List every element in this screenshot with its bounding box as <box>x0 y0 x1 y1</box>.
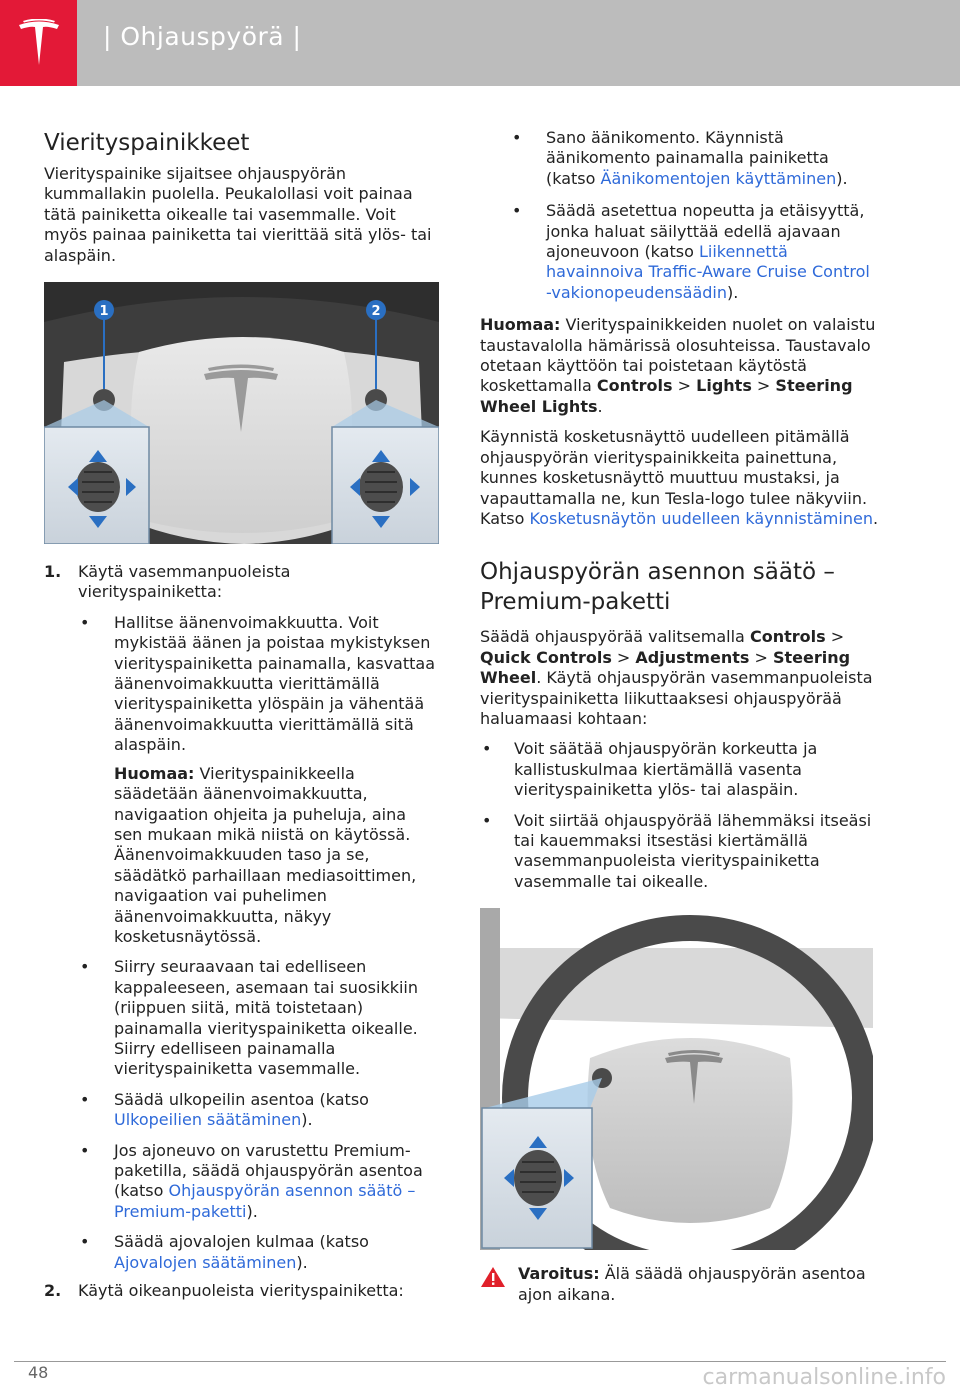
menu-path-quick-controls: Quick Controls <box>480 647 612 667</box>
list-item-text: Säädä ulkopeilin asentoa (katso <box>114 1089 369 1109</box>
volume-control-text: Hallitse äänenvoimakkuutta. Voit mykistää äänen ja poistaa mykistyksen vierityspainiketta painamalla, kasvattaa äänenvoimakkuutta vierittämällä vierityspainiketta ylöspäin ja vähentää äänenvoimakkuutta vierittämällä sitä alaspäin. <box>114 612 435 755</box>
list-item-text: ). <box>727 282 739 302</box>
menu-separator: > <box>751 376 776 396</box>
menu-separator: > <box>749 647 773 667</box>
list-item-text: ). <box>296 1252 308 1272</box>
warning-label: Varoitus: <box>518 1264 600 1284</box>
list-item <box>478 201 880 303</box>
list-item-text: ). <box>836 168 848 188</box>
menu-separator: > <box>611 647 636 667</box>
list-number: 2. <box>44 1281 62 1301</box>
footer-divider <box>14 1361 946 1362</box>
list-item <box>78 957 439 1079</box>
link-traffic-aware-cruise[interactable]: Liikennettä havainnoiva Traffic-Aware Cruise Control -vakionopeudensäädin <box>546 242 870 302</box>
menu-separator: > <box>825 627 845 647</box>
list-item-text: Jos ajoneuvo on varustettu Premium-paketilla, säädä ohjauspyörän asentoa (katso <box>114 1140 423 1201</box>
paragraph-text: Käynnistä kosketusnäyttö uudelleen pitämällä ohjauspyörän vierityspainikkeita painettuna, kunnes kosketusnäyttö muuttuu mustaksi, ja vapauttamalla ne, kun Tesla-logo tulee näkyviin. Katso <box>480 427 868 528</box>
list-item <box>78 1141 439 1223</box>
left-column <box>44 128 439 1301</box>
note-text: . <box>597 396 603 416</box>
page-header <box>0 0 960 86</box>
note-label: Huomaa: <box>114 763 195 783</box>
paragraph-text: . Käytä ohjauspyörän vasemmanpuoleista vierityspainiketta liikuttaaksesi ohjauspyörää haluamaasi kohtaan: <box>480 668 873 728</box>
section-heading: Ohjauspyörän asennon säätö – Premium-paketti <box>480 559 835 616</box>
page-number: 48 <box>28 1363 49 1382</box>
note-text: Vierityspainikkeiden nuolet on valaistu taustavalolla hämärissä olosuhteissa. Taustavalo otetaan käyttöön tai poistetaan käytöstä koskettamalla <box>480 315 876 396</box>
menu-path-steering-wheel: Steering Wheel <box>480 647 851 688</box>
list-item-text: Käytä vasemmanpuoleista vierityspainiketta: <box>78 562 291 602</box>
warning-text: Älä säädä ohjauspyörän asentoa ajon aikana. <box>518 1264 866 1304</box>
right-button-actions <box>478 128 880 303</box>
list-item-text: Säädä asetettua nopeutta ja etäisyyttä, jonka haluat säilyttää edellä ajavaan ajoneuvoon (katso <box>546 201 865 262</box>
left-button-actions <box>78 613 439 1273</box>
restart-paragraph <box>480 427 880 529</box>
list-item-text: ). <box>301 1110 313 1130</box>
list-item <box>44 1281 439 1301</box>
tesla-logo <box>0 0 77 86</box>
scroll-button-instructions <box>44 562 439 1301</box>
paragraph-text: Säädä ohjauspyörää valitsemalla <box>480 627 750 647</box>
list-item <box>78 613 439 948</box>
list-item-text: Käytä oikeanpuoleista vierityspainiketta: <box>78 1281 404 1301</box>
steering-adjust-list <box>480 739 880 892</box>
list-item-text: Voit siirtää ohjauspyörää lähemmäksi itseäsi tai kauemmaksi itsestäsi kiertämällä vasemmanpuoleista vierityspainiketta vasemmalle tai oikealle. <box>514 810 872 891</box>
note <box>480 315 880 417</box>
tesla-t-icon <box>17 19 61 67</box>
list-item <box>78 1232 439 1273</box>
steering-wheel-adjust-illustration <box>480 908 873 1250</box>
list-item <box>480 739 880 800</box>
list-item <box>480 811 880 893</box>
warning-box <box>480 1264 880 1305</box>
paragraph-text: . <box>872 508 879 528</box>
section-heading: Vierityspainikkeet <box>44 130 250 156</box>
steering-adjust-figure <box>480 908 873 1250</box>
page-title: | Ohjauspyörä | <box>103 22 302 51</box>
list-item-text: Siirry seuraavaan tai edelliseen kappaleeseen, asemaan tai suosikkiin (riippuen siitä, mitä toistetaan) painamalla vierityspainiketta oikealle. Siirry edelliseen painamalla vierityspainiketta vasemmalle. <box>114 957 418 1079</box>
menu-separator: > <box>672 376 697 396</box>
list-item-text: ). <box>246 1201 258 1221</box>
note <box>114 764 439 948</box>
link-mirror-adjustment[interactable]: Ulkopeilien säätäminen <box>114 1110 302 1130</box>
list-number: 1. <box>44 562 62 582</box>
list-item <box>44 562 439 1273</box>
callout-1-label: 1 <box>99 304 109 320</box>
note-text: Vierityspainikkeella säädetään äänenvoimakkuutta, navigaation ohjeita ja puheluja, aina sen mukaan mikä niistä on käytössä. Äänenvoimakkuuden taso ja se, säädätkö parhaillaan mediasoittimen, navigaation vai puhelimen äänenvoimakkuutta, näkyy kosketusnäytössä. <box>114 763 417 946</box>
steering-wheel-illustration <box>44 282 439 544</box>
menu-path-lights: Lights <box>696 376 752 396</box>
list-item <box>478 128 880 189</box>
link-touchscreen-restart[interactable]: Kosketusnäytön uudelleen käynnistäminen <box>529 508 873 528</box>
menu-path-steering-wheel-lights: Steering Wheel Lights <box>480 376 853 416</box>
warning-icon <box>480 1266 506 1288</box>
list-item-text: Sano äänikomento. Käynnistä äänikomento painamalla painiketta (katso <box>546 128 829 188</box>
right-column <box>480 128 880 1305</box>
intro-paragraph: Vierityspainike sijaitsee ohjauspyörän kummallakin puolella. Peukalollasi voit painaa tätä painiketta oikealle tai vasemmalle. Voit myös painaa painiketta tai vierittää sitä ylös- tai alaspäin. <box>44 164 432 265</box>
link-headlight-adjustment[interactable]: Ajovalojen säätäminen <box>114 1252 297 1272</box>
list-item-text: Voit säätää ohjauspyörän korkeutta ja kallistuskulmaa kiertämällä vasenta vierityspainiketta ylös- tai alaspäin. <box>514 739 818 800</box>
watermark: carmanualsonline.info <box>702 1365 946 1390</box>
link-voice-commands[interactable]: Äänikomentojen käyttäminen <box>600 168 837 188</box>
link-steering-adjustment[interactable]: Ohjauspyörän asennon säätö – Premium-paketti <box>114 1181 416 1221</box>
menu-path-controls: Controls <box>749 627 826 647</box>
menu-path-adjustments: Adjustments <box>635 647 750 667</box>
callout-2-label: 2 <box>371 304 381 320</box>
steering-adjust-paragraph <box>480 627 880 729</box>
list-item <box>78 1090 439 1131</box>
menu-path-controls: Controls <box>596 376 673 396</box>
scroll-buttons-figure <box>44 282 439 544</box>
list-item-text: Säädä ajovalojen kulmaa (katso <box>114 1232 369 1252</box>
note-label: Huomaa: <box>480 315 561 335</box>
